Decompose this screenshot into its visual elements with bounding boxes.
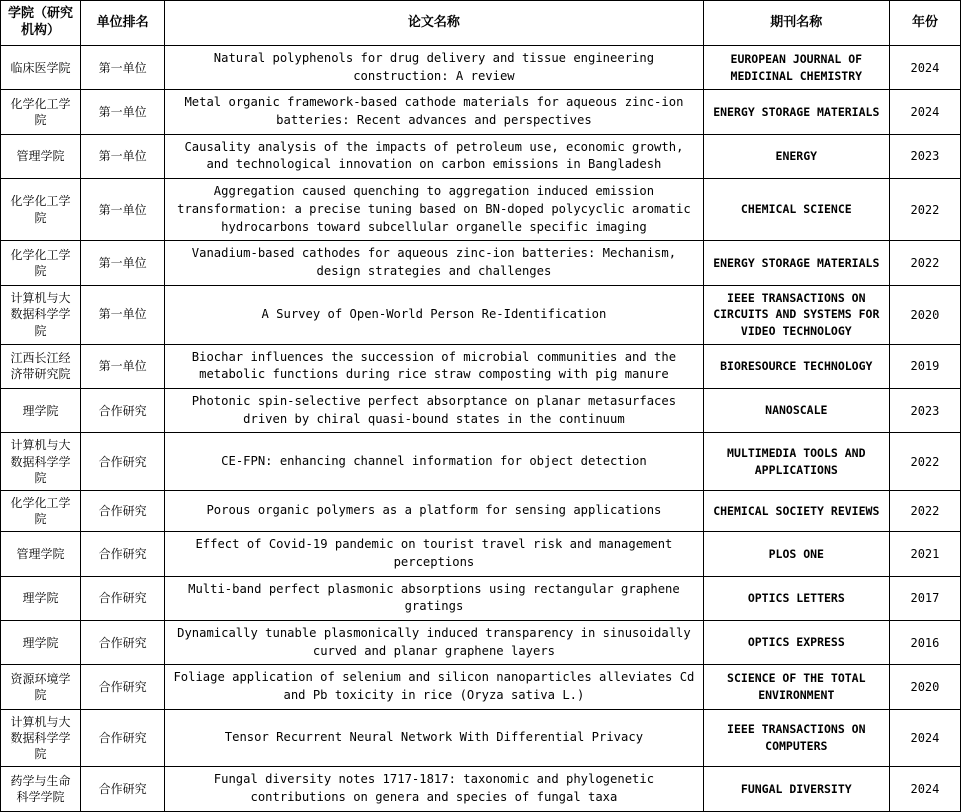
column-header-college: 学院（研究机构） bbox=[1, 1, 81, 46]
cell-rank: 第一单位 bbox=[81, 241, 165, 285]
cell-journal: NANOSCALE bbox=[703, 388, 889, 432]
cell-year: 2020 bbox=[889, 285, 960, 344]
table-header bbox=[1, 1, 961, 46]
cell-title: Multi-band perfect plasmonic absorptions using rectangular graphene gratings bbox=[165, 576, 704, 620]
cell-journal: IEEE TRANSACTIONS ON COMPUTERS bbox=[703, 709, 889, 767]
column-header-journal: 期刊名称 bbox=[703, 1, 889, 46]
cell-title: Photonic spin-selective perfect absorptance on planar metasurfaces driven by chiral quasi-bound states in the continuum bbox=[165, 388, 704, 432]
table-row bbox=[1, 241, 961, 285]
cell-rank: 第一单位 bbox=[81, 285, 165, 344]
cell-rank: 合作研究 bbox=[81, 576, 165, 620]
cell-rank: 合作研究 bbox=[81, 767, 165, 811]
table-row bbox=[1, 388, 961, 432]
cell-title: Tensor Recurrent Neural Network With Differential Privacy bbox=[165, 709, 704, 767]
cell-college: 临床医学院 bbox=[1, 46, 81, 90]
cell-college: 江西长江经济带研究院 bbox=[1, 344, 81, 388]
column-header-year: 年份 bbox=[889, 1, 960, 46]
cell-college: 化学化工学院 bbox=[1, 241, 81, 285]
table-body bbox=[1, 46, 961, 812]
cell-year: 2024 bbox=[889, 709, 960, 767]
cell-year: 2022 bbox=[889, 490, 960, 531]
cell-year: 2024 bbox=[889, 90, 960, 134]
cell-year: 2023 bbox=[889, 388, 960, 432]
cell-journal: ENERGY STORAGE MATERIALS bbox=[703, 241, 889, 285]
cell-rank: 第一单位 bbox=[81, 179, 165, 241]
table-row bbox=[1, 433, 961, 491]
cell-journal: ENERGY STORAGE MATERIALS bbox=[703, 90, 889, 134]
table-row bbox=[1, 134, 961, 178]
cell-college: 计算机与大数据科学学院 bbox=[1, 709, 81, 767]
cell-rank: 第一单位 bbox=[81, 90, 165, 134]
cell-journal: CHEMICAL SOCIETY REVIEWS bbox=[703, 490, 889, 531]
cell-year: 2024 bbox=[889, 46, 960, 90]
cell-journal: SCIENCE OF THE TOTAL ENVIRONMENT bbox=[703, 665, 889, 709]
table-row bbox=[1, 490, 961, 531]
table-row bbox=[1, 709, 961, 767]
cell-year: 2021 bbox=[889, 532, 960, 576]
cell-rank: 第一单位 bbox=[81, 344, 165, 388]
cell-title: Porous organic polymers as a platform for sensing applications bbox=[165, 490, 704, 531]
cell-journal: ENERGY bbox=[703, 134, 889, 178]
column-header-rank: 单位排名 bbox=[81, 1, 165, 46]
cell-rank: 合作研究 bbox=[81, 433, 165, 491]
cell-journal: MULTIMEDIA TOOLS AND APPLICATIONS bbox=[703, 433, 889, 491]
cell-college: 管理学院 bbox=[1, 134, 81, 178]
cell-rank: 合作研究 bbox=[81, 665, 165, 709]
cell-college: 理学院 bbox=[1, 388, 81, 432]
table-row bbox=[1, 90, 961, 134]
cell-year: 2023 bbox=[889, 134, 960, 178]
cell-title: Natural polyphenols for drug delivery and tissue engineering construction: A review bbox=[165, 46, 704, 90]
cell-college: 理学院 bbox=[1, 621, 81, 665]
table-row bbox=[1, 46, 961, 90]
cell-journal: IEEE TRANSACTIONS ON CIRCUITS AND SYSTEMS FOR VIDEO TECHNOLOGY bbox=[703, 285, 889, 344]
cell-journal: OPTICS LETTERS bbox=[703, 576, 889, 620]
table-row bbox=[1, 576, 961, 620]
table-row bbox=[1, 344, 961, 388]
cell-year: 2022 bbox=[889, 179, 960, 241]
cell-college: 药学与生命科学学院 bbox=[1, 767, 81, 811]
cell-college: 化学化工学院 bbox=[1, 179, 81, 241]
cell-title: Aggregation caused quenching to aggregation induced emission transformation: a precise tuning based on BN-doped polycyclic aromatic hydrocarbons toward subcellular organelle specific imaging bbox=[165, 179, 704, 241]
cell-year: 2019 bbox=[889, 344, 960, 388]
cell-college: 计算机与大数据科学学院 bbox=[1, 285, 81, 344]
cell-journal: OPTICS EXPRESS bbox=[703, 621, 889, 665]
cell-year: 2017 bbox=[889, 576, 960, 620]
table-row bbox=[1, 179, 961, 241]
cell-title: Dynamically tunable plasmonically induced transparency in sinusoidally curved and planar graphene layers bbox=[165, 621, 704, 665]
cell-year: 2020 bbox=[889, 665, 960, 709]
cell-title: Causality analysis of the impacts of petroleum use, economic growth, and technological innovation on carbon emissions in Bangladesh bbox=[165, 134, 704, 178]
table-row bbox=[1, 532, 961, 576]
cell-title: Metal organic framework-based cathode materials for aqueous zinc-ion batteries: Recent advances and perspectives bbox=[165, 90, 704, 134]
cell-title: Biochar influences the succession of microbial communities and the metabolic functions during rice straw composting with pig manure bbox=[165, 344, 704, 388]
cell-journal: BIORESOURCE TECHNOLOGY bbox=[703, 344, 889, 388]
cell-title: Foliage application of selenium and silicon nanoparticles alleviates Cd and Pb toxicity in rice (Oryza sativa L.) bbox=[165, 665, 704, 709]
cell-rank: 第一单位 bbox=[81, 46, 165, 90]
cell-year: 2022 bbox=[889, 433, 960, 491]
table-row bbox=[1, 665, 961, 709]
cell-college: 计算机与大数据科学学院 bbox=[1, 433, 81, 491]
cell-college: 化学化工学院 bbox=[1, 90, 81, 134]
cell-rank: 合作研究 bbox=[81, 621, 165, 665]
cell-college: 化学化工学院 bbox=[1, 490, 81, 531]
cell-college: 资源环境学院 bbox=[1, 665, 81, 709]
cell-journal: CHEMICAL SCIENCE bbox=[703, 179, 889, 241]
cell-rank: 合作研究 bbox=[81, 709, 165, 767]
cell-journal: FUNGAL DIVERSITY bbox=[703, 767, 889, 811]
table-row bbox=[1, 767, 961, 811]
cell-rank: 第一单位 bbox=[81, 134, 165, 178]
cell-rank: 合作研究 bbox=[81, 388, 165, 432]
cell-college: 理学院 bbox=[1, 576, 81, 620]
cell-title: CE-FPN: enhancing channel information for object detection bbox=[165, 433, 704, 491]
cell-title: Effect of Covid-19 pandemic on tourist travel risk and management perceptions bbox=[165, 532, 704, 576]
cell-title: A Survey of Open-World Person Re-Identification bbox=[165, 285, 704, 344]
cell-year: 2022 bbox=[889, 241, 960, 285]
column-header-title: 论文名称 bbox=[165, 1, 704, 46]
cell-college: 管理学院 bbox=[1, 532, 81, 576]
cell-title: Vanadium-based cathodes for aqueous zinc-ion batteries: Mechanism, design strategies and challenges bbox=[165, 241, 704, 285]
cell-rank: 合作研究 bbox=[81, 490, 165, 531]
table-header-row bbox=[1, 1, 961, 46]
cell-year: 2016 bbox=[889, 621, 960, 665]
cell-journal: EUROPEAN JOURNAL OF MEDICINAL CHEMISTRY bbox=[703, 46, 889, 90]
table-row bbox=[1, 285, 961, 344]
table-row bbox=[1, 621, 961, 665]
cell-journal: PLOS ONE bbox=[703, 532, 889, 576]
cell-year: 2024 bbox=[889, 767, 960, 811]
cell-title: Fungal diversity notes 1717-1817: taxonomic and phylogenetic contributions on genera and species of fungal taxa bbox=[165, 767, 704, 811]
cell-rank: 合作研究 bbox=[81, 532, 165, 576]
